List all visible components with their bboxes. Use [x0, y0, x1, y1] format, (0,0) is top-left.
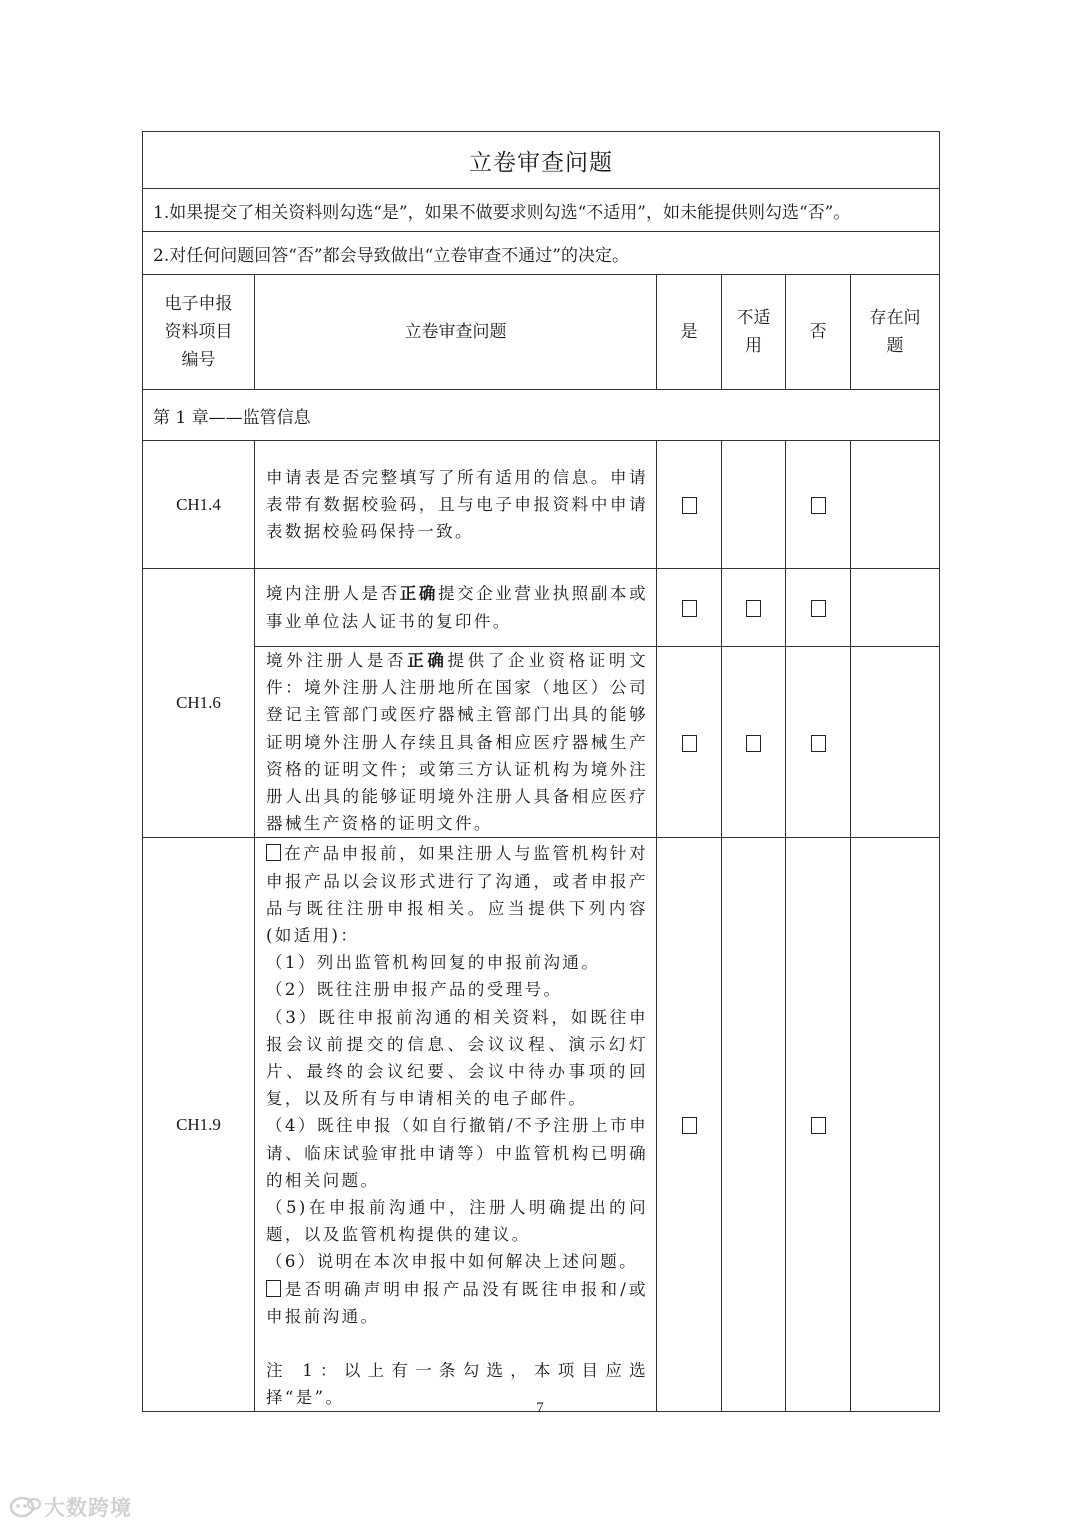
header-na: 不适 用	[722, 275, 786, 390]
checkbox-no[interactable]	[811, 497, 826, 514]
na-cell	[722, 441, 786, 569]
checkbox-no[interactable]	[811, 735, 826, 752]
issue-cell	[851, 647, 940, 838]
issue-cell	[851, 441, 940, 569]
instruction-note-1: 1.如果提交了相关资料则勾选“是”，如果不做要求则勾选“不适用”，如未能提供则勾选“否”。	[143, 189, 940, 232]
table-row	[143, 569, 940, 647]
review-checklist-table	[142, 131, 940, 1412]
checkbox-no[interactable]	[811, 600, 826, 617]
item-code: CH1.4	[143, 441, 255, 569]
checkbox-yes[interactable]	[682, 1117, 697, 1134]
checkbox-na[interactable]	[746, 735, 761, 752]
checkbox-no[interactable]	[811, 1117, 826, 1134]
list-item: （3）既往申报前沟通的相关资料，如既往申报会议前提交的信息、会议议程、演示幻灯片、最终的会议纪要、会议中待办事项的回复，以及所有与申请相关的电子邮件。	[266, 1007, 648, 1109]
chapter-heading: 第 1 章——监管信息	[143, 390, 940, 441]
checkbox-yes[interactable]	[682, 497, 697, 514]
na-cell	[722, 838, 786, 1412]
question-text: 申请表是否完整填写了所有适用的信息。申请表带有数据校验码，且与电子申报资料中申请表数据校验码保持一致。	[255, 441, 657, 569]
question-text: 在产品申报前，如果注册人与监管机构针对申报产品以会议形式进行了沟通，或者申报产品与既往注册申报相关。应当提供下列内容(如适用)： （1）列出监管机构回复的申报前沟通。 （2）既往注册申报产品的受理号。 （3）既往申报前沟通的相关资料，如既往申报会议前提交的信息、会议议程、演示幻灯片、最终的会议纪要、会议中待办事项的回复，以及所有与申请相关的电子邮件。 （4）既往申报（如自行撤销/不予注册上市申请、临床试验审批申请等）中监管机构已明确的相关问题。 （5)在申报前沟通中，注册人明确提出的问题，以及监管机构提供的建议。 （6）说明在本次申报中如何解决上述问题。 是否明确声明申报产品没有既往申报和/或申报前沟通。 注 1：以上有一条勾选，本项目应选择“是”。	[255, 838, 657, 1412]
item-code: CH1.9	[143, 838, 255, 1412]
instruction-note-2: 2.对任何问题回答“否”都会导致做出“立卷审查不通过”的决定。	[143, 232, 940, 275]
header-question: 立卷审查问题	[255, 275, 657, 390]
list-item: （2）既往注册申报产品的受理号。	[266, 980, 563, 1000]
checkbox-yes[interactable]	[682, 600, 697, 617]
table-title: 立卷审查问题	[143, 132, 940, 189]
header-issue: 存在问 题	[851, 275, 940, 390]
inline-checkbox[interactable]	[266, 844, 281, 861]
header-code: 电子申报 资料项目 编号	[143, 275, 255, 390]
table-row	[143, 441, 940, 569]
watermark: 大数跨境	[8, 1492, 132, 1522]
list-item: （6）说明在本次申报中如何解决上述问题。	[266, 1252, 638, 1272]
checkbox-na[interactable]	[746, 600, 761, 617]
header-row	[143, 275, 940, 390]
list-item: （1）列出监管机构回复的申报前沟通。	[266, 953, 601, 973]
header-yes: 是	[657, 275, 722, 390]
list-item: （4）既往申报（如自行撤销/不予注册上市申请、临床试验审批申请等）中监管机构已明确的相关问题。	[266, 1116, 648, 1190]
list-item: （5)在申报前沟通中，注册人明确提出的问题，以及监管机构提供的建议。	[266, 1198, 648, 1245]
watermark-logo-icon	[8, 1495, 42, 1519]
table-row	[143, 647, 940, 838]
question-text: 境内注册人是否正确提交企业营业执照副本或事业单位法人证书的复印件。	[255, 569, 657, 647]
table-row	[143, 838, 940, 1412]
question-text: 境外注册人是否正确提供了企业资格证明文件：境外注册人注册地所在国家（地区）公司登记主管部门或医疗器械主管部门出具的能够证明境外注册人存续且具备相应医疗器械生产资格的证明文件；或第三方认证机构为境外注册人出具的能够证明境外注册人具备相应医疗器械生产资格的证明文件。	[255, 647, 657, 838]
checkbox-yes[interactable]	[682, 735, 697, 752]
footnote: 注 1：以上有一条勾选，本项目应选择“是”。	[266, 1361, 648, 1408]
inline-checkbox[interactable]	[266, 1280, 281, 1297]
item-code: CH1.6	[143, 569, 255, 838]
issue-cell	[851, 569, 940, 647]
header-no: 否	[786, 275, 851, 390]
page-number: 7	[536, 1400, 544, 1416]
issue-cell	[851, 838, 940, 1412]
